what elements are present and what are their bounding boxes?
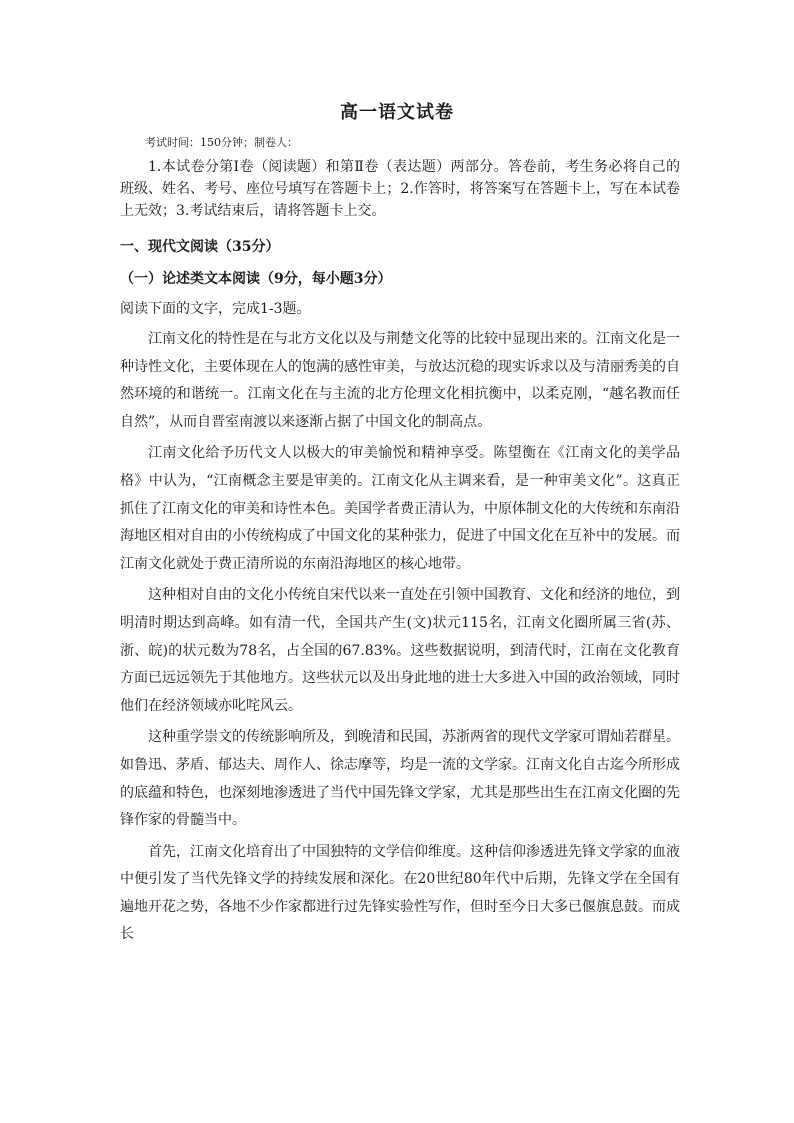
page-title: 高一语文试卷	[340, 102, 454, 123]
reading-instruction: 阅读下面的文字，完成1-3题。	[120, 301, 311, 317]
section-heading: 一、现代文阅读（35分）	[120, 239, 280, 255]
passage-body	[120, 326, 680, 953]
passage-paragraph: 首先，江南文化培育出了中国独特的文学信仰维度。这种信仰渗透进先锋文学家的血液中便引发了当代先锋文学的持续发展和深化。在20世纪80年代中后期，先锋文学在全国有遍地开花之势，各地不少作家都进行过先锋实验性写作，但时至今日大多已偃旗息鼓。而成长	[120, 843, 680, 943]
passage-paragraph: 江南文化的特性是在与北方文化以及与荆楚文化等的比较中显现出来的。江南文化是一种诗性文化，主要体现在人的饱满的感性审美，与放达沉稳的现实诉求以及与清丽秀美的自然环境的和谐统一。江南文化在与主流的北方伦理文化相抗衡中，以柔克刚，“越名教而任自然”，从而自晋室南渡以来逐渐占据了中国文化的制高点。	[120, 331, 680, 430]
passage-paragraph: 这种重学崇文的传统影响所及，到晚清和民国，苏浙两省的现代文学家可谓灿若群星。如鲁迅、茅盾、郁达夫、周作人、徐志摩等，均是一流的文学家。江南文化自古迄今所形成的底蕴和特色，也深刻地渗透进了当代中国先锋文学家，尤其是那些出生在江南文化圈的先锋作家的骨髓当中。	[120, 729, 680, 829]
subsection-heading: （一）论述类文本阅读（9分，每小题3分）	[120, 271, 392, 287]
exam-meta: 考试时间：150分钟；制卷人：	[145, 136, 298, 149]
passage-paragraph: 这种相对自由的文化小传统自宋代以来一直处在引领中国教育、文化和经济的地位，到明清时期达到高峰。如有清一代，全国共产生(文)状元115名，江南文化圈所属三省(苏、浙、皖)的状元数为78名，占全国的67.83%。这些数据说明，到清代时，江南在文化教育方面已远远领先于其他地方。这些状元以及出身此地的进士大多进入中国的政治领域，同时他们在经济领域亦叱咤风云。	[120, 587, 680, 714]
passage-paragraph: 江南文化给予历代文人以极大的审美愉悦和精神享受。陈望衡在《江南文化的美学品格》中认为，“江南概念主要是审美的。江南文化从主调来看，是一种审美文化”。这真正抓住了江南文化的审美和诗性本色。美国学者费正清认为，中原体制文化的大传统和东南沿海地区相对自由的小传统构成了中国文化的某种张力，促进了中国文化在互补中的发展。而江南文化就处于费正清所说的东南沿海地区的核心地带。	[120, 445, 680, 572]
exam-notes: 1.本试卷分第Ⅰ卷（阅读题）和第Ⅱ卷（表达题）两部分。答卷前，考生务必将自己的班级、姓名、考号、座位号填写在答题卡上；2.作答时，将答案写在答题卡上，写在本试卷上无效；3.考试结束后，请将答题卡上交。	[120, 159, 680, 219]
